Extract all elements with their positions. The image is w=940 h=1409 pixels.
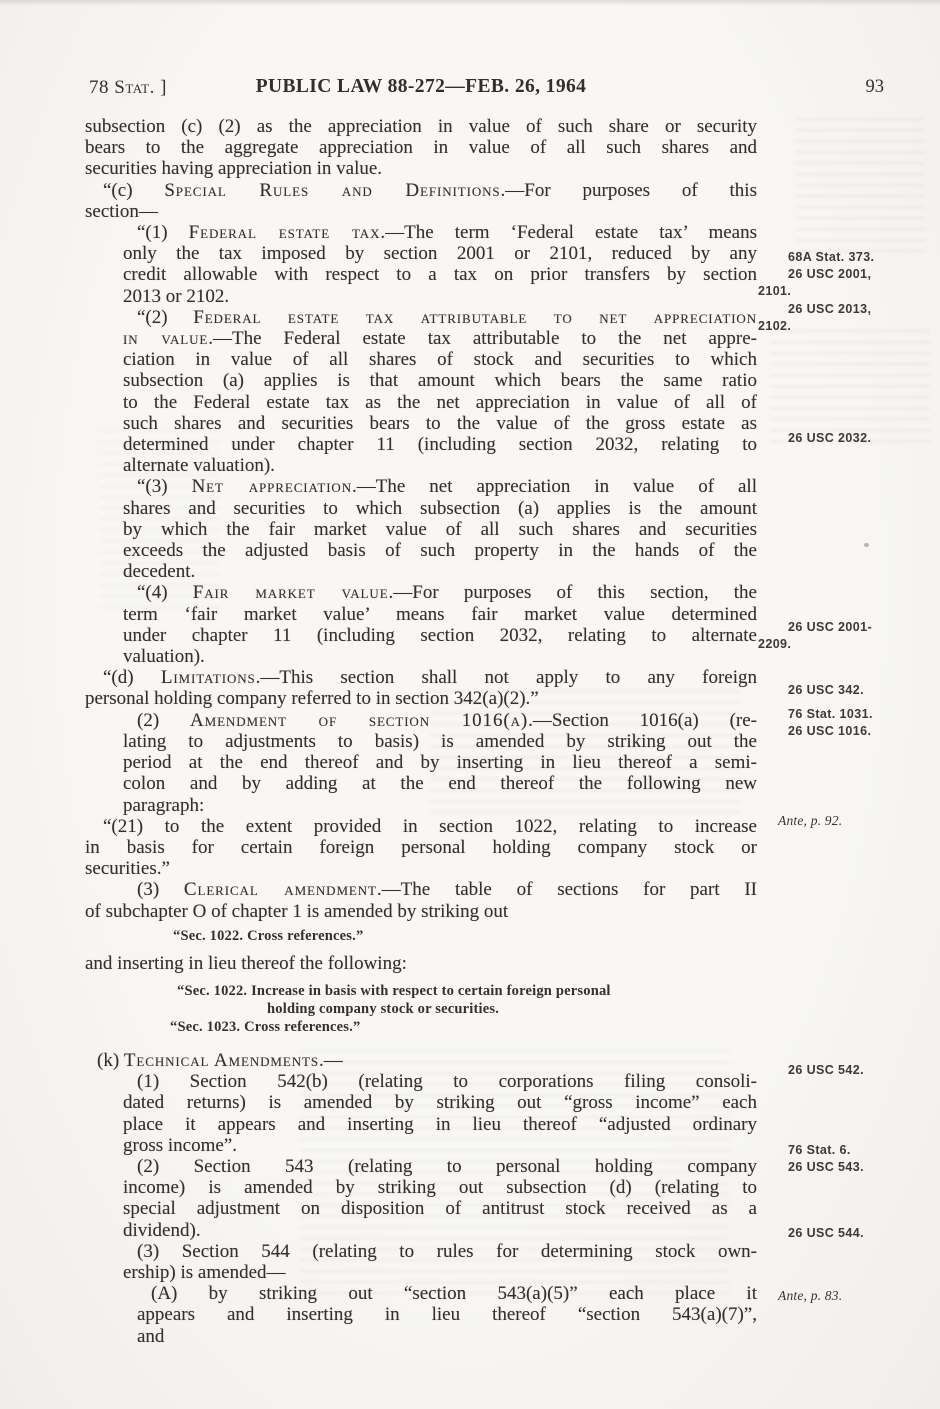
text-line: “(3) Net appreciation.—The net appreciation in value of all (137, 476, 757, 498)
text-line: “Sec. 1022. Cross references.” (173, 927, 364, 944)
text-line: to the Federal estate tax as the net appreciation in value of all of (123, 391, 757, 413)
header-statute-volume: 78 Stat. ] (89, 77, 167, 98)
text-line: (2) Section 543 (relating to personal holding company (137, 1155, 757, 1177)
text-line: shares and securities to which subsection (a) applies is the amount (123, 497, 757, 519)
text-line: holding company stock or securities. (267, 1000, 500, 1017)
scan-top-edge (0, 0, 940, 6)
margin-note-line: 76 Stat. 1031. (788, 707, 873, 721)
text-line: “(1) Federal estate tax.—The term ‘Federal estate tax’ means (137, 222, 757, 244)
margin-note (758, 430, 938, 447)
text-line: lating to adjustments to basis) is amended by striking out the (123, 730, 757, 752)
sec-block-inserted (85, 982, 757, 1036)
paragraph-c1-federal-estate-tax (85, 222, 757, 307)
text-line: income) is amended by striking out subsection (d) (relating to (123, 1177, 757, 1199)
margin-note-line: 26 USC 543. (788, 1160, 864, 1174)
text-line: “(21) to the extent provided in section 1022, relating to increase (103, 815, 757, 837)
margin-note-line: Ante, p. 92. (778, 813, 843, 828)
text-line: subsection (a) applies is that amount which bears the same ratio (123, 370, 757, 392)
margin-note (758, 301, 938, 335)
margin-note (758, 812, 938, 829)
margin-note-line: 68A Stat. 373. (788, 250, 875, 264)
text-line: by which the fair market value of all such shares and securities (123, 518, 757, 540)
text-line: “(4) Fair market value.—For purposes of this section, the (137, 582, 757, 604)
margin-note-line: 26 USC 2013, (788, 302, 872, 316)
paragraph-inserting (85, 953, 757, 974)
header-law-title: PUBLIC LAW 88-272—FEB. 26, 1964 (255, 76, 587, 97)
text-line: and inserting in lieu thereof the following: (85, 952, 407, 974)
paragraph-d-limitations (85, 667, 757, 709)
text-line: “Sec. 1023. Cross references.” (170, 1018, 361, 1035)
text-line: in value.—The Federal estate tax attributable to the net appre- (123, 328, 757, 350)
paragraph-c2-attributable (85, 307, 757, 477)
text-line: period at the end thereof and by inserting in lieu thereof a semi- (123, 752, 757, 774)
text-line: in basis for certain foreign personal holding company stock or (85, 836, 757, 858)
text-line: (k) Technical Amendments.— (97, 1049, 343, 1071)
margin-note (758, 619, 938, 653)
page-header (85, 76, 757, 100)
text-line: exceeds the adjusted basis of such property in the hands of the (123, 540, 757, 562)
text-line: (1) Section 542(b) (relating to corporations filing consoli- (137, 1071, 757, 1093)
paragraph-3-clerical-amendment (85, 879, 757, 921)
text-line: dated returns) is amended by striking out “gross income” each (123, 1092, 757, 1114)
text-line: place it appears and inserting in lieu thereof “adjusted ordinary (123, 1113, 757, 1135)
text-line: “(d) Limitations.—This section shall not apply to any foreign (103, 667, 757, 689)
margin-note-line: 26 USC 544. (788, 1226, 864, 1240)
text-line: “(c) Special Rules and Definitions.—For purposes of this (103, 179, 757, 201)
margin-note-line: 2209. (758, 637, 792, 651)
text-line: (2) Amendment of section 1016(a).—Section 1016(a) (re- (137, 709, 758, 731)
margin-note-line: 26 USC 342. (788, 683, 864, 697)
text-line: such shares and securities bears to the value of the gross estate as (123, 412, 757, 434)
paragraph-k1-section-542b (85, 1071, 757, 1156)
text-line: only the tax imposed by section 2001 or 2101, reduced by any (123, 243, 757, 265)
text-line: colon and by adding at the end thereof the following new (123, 773, 757, 795)
text-line: (A) by striking out “section 543(a)(5)” each place it (151, 1283, 757, 1305)
text-line: subsection (c) (2) as the appreciation in value of such share or security (85, 116, 757, 137)
margin-note-line: 2102. (758, 319, 792, 333)
margin-note (758, 249, 938, 300)
paragraph-21-quoted (85, 816, 757, 880)
text-line: section— (85, 200, 158, 222)
margin-note-line: 26 USC 2001, (788, 267, 872, 281)
paragraph-k-technical-amendments (85, 1050, 757, 1071)
ink-speck (864, 543, 869, 547)
text-line: decedent. (123, 561, 196, 583)
text-line: special adjustment on disposition of antitrust stock received as a (123, 1198, 757, 1220)
text-line: term ‘fair market value’ means fair market value determined (123, 603, 757, 625)
margin-note (758, 682, 938, 699)
text-line: valuation). (123, 646, 205, 668)
margin-note-line: 26 USC 1016. (788, 724, 872, 738)
paragraph-k2-section-543 (85, 1156, 757, 1241)
margin-note (758, 1287, 938, 1304)
margin-note-line: 2101. (758, 284, 792, 298)
text-line: and (137, 1325, 165, 1347)
paragraph-k3-section-544 (85, 1241, 757, 1283)
paragraph-k3A (85, 1283, 757, 1347)
text-line: appears and inserting in lieu thereof “section 543(a)(7)”, (137, 1304, 757, 1326)
paragraph-continuation (85, 116, 757, 180)
text-line: under chapter 11 (including section 2032, relating to alternate (123, 624, 757, 646)
text-line: “(2) Federal estate tax attributable to net appreciation (137, 306, 757, 328)
text-line: personal holding company referred to in section 342(a)(2).” (85, 688, 539, 710)
text-line: (3) Clerical amendment.—The table of sections for part II (137, 879, 757, 901)
margin-note (758, 1225, 938, 1242)
page-number: 93 (865, 77, 884, 97)
margin-note (758, 1062, 938, 1079)
margin-note-line: 26 USC 2032. (788, 431, 872, 445)
text-line: (3) Section 544 (relating to rules for determining stock own- (137, 1240, 757, 1262)
paragraph-c-special-rules (85, 180, 757, 222)
margin-note-line: 26 USC 542. (788, 1063, 864, 1077)
text-line: of subchapter O of chapter 1 is amended by striking out (85, 900, 509, 922)
text-line: credit allowable with respect to a tax on prior transfers by section (123, 264, 757, 286)
sec-line-struck (85, 927, 757, 945)
text-line: determined under chapter 11 (including section 2032, relating to (123, 434, 757, 456)
margin-note (758, 1142, 938, 1176)
text-line: paragraph: (123, 794, 205, 816)
margin-note (758, 706, 938, 740)
text-line: securities.” (85, 858, 170, 880)
text-line: gross income”. (123, 1134, 237, 1156)
paragraph-c4-fair-market-value (85, 582, 757, 667)
paragraph-2-amendment-1016a (85, 710, 757, 816)
text-line: ership) is amended— (123, 1261, 286, 1283)
text-line: ciation in value of all shares of stock and securities to which (123, 349, 757, 371)
statute-body (85, 116, 757, 1347)
text-line: bears to the aggregate appreciation in value of all such shares and (85, 137, 757, 159)
margin-note-line: 76 Stat. 6. (788, 1143, 851, 1157)
text-line: dividend). (123, 1219, 201, 1241)
paragraph-c3-net-appreciation (85, 476, 757, 582)
margin-note-line: 26 USC 2001- (788, 620, 873, 634)
margin-note-line: Ante, p. 83. (778, 1288, 843, 1303)
text-line: securities having appreciation in value. (85, 158, 383, 180)
text-line: “Sec. 1022. Increase in basis with respect to certain foreign personal (177, 982, 611, 999)
text-line: alternate valuation). (123, 455, 275, 477)
text-line: 2013 or 2102. (123, 285, 230, 307)
